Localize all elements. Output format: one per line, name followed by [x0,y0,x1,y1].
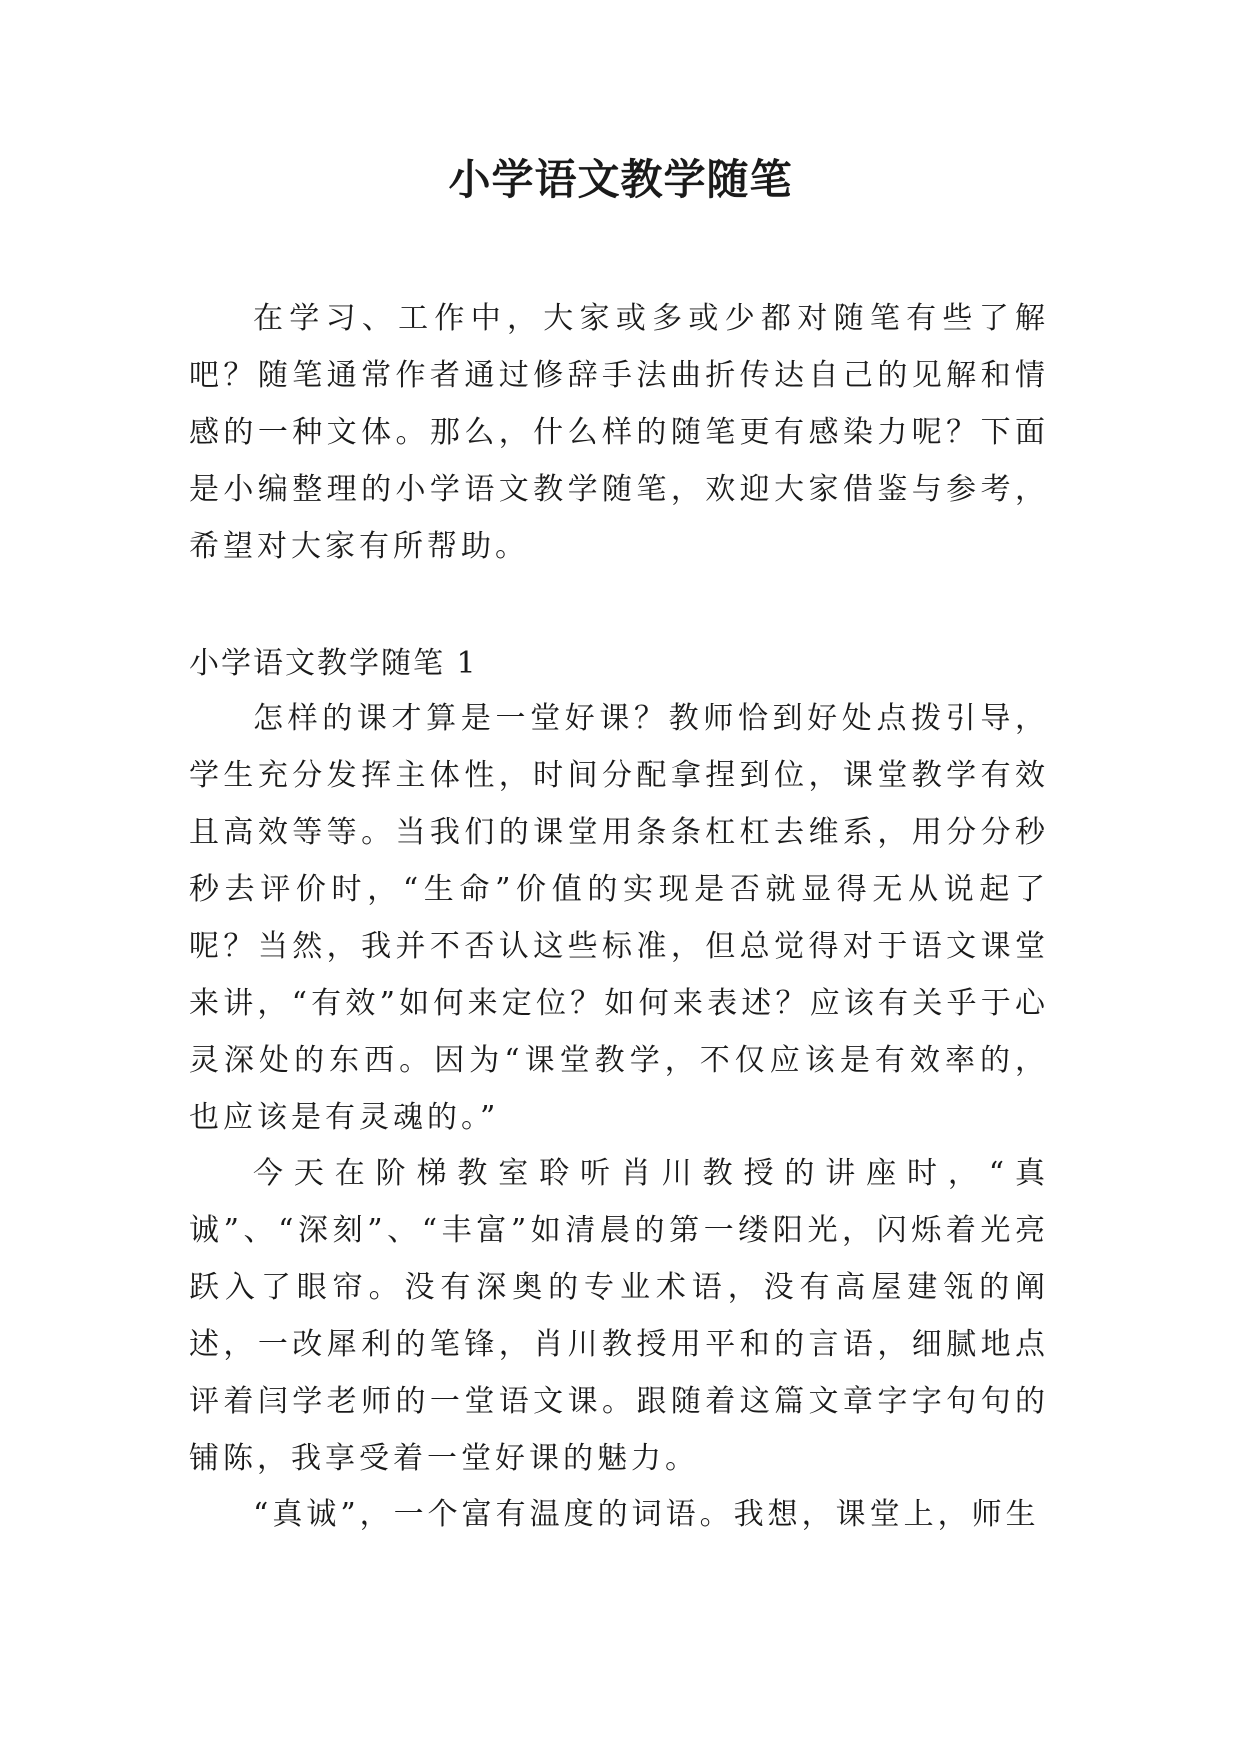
section-heading: 小学语文教学随笔 1 [189,646,478,681]
body-paragraph-2: 今天在阶梯教室聆听肖川教授的讲座时，“真诚”、“深刻”、“丰富”如清晨的第一缕阳光，闪烁着光亮跃入了眼帘。没有深奥的专业术语，没有高屋建瓴的阐述，一改犀利的笔锋，肖川教授用平和的言语，细腻地点评着闫学老师的一堂语文课。跟随着这篇文章字字句句的铺陈，我享受着一堂好课的魅力。 [189,1156,1049,1476]
body-paragraph-3: “真诚”，一个富有温度的词语。我想，课堂上，师生 [253,1497,1040,1532]
document-title: 小学语文教学随笔 [448,155,793,204]
intro-paragraph: 在学习、工作中，大家或多或少都对随笔有些了解吧？随笔通常作者通过修辞手法曲折传达自己的见解和情感的一种文体。那么，什么样的随笔更有感染力呢？下面是小编整理的小学语文教学随笔，欢迎大家借鉴与参考，希望对大家有所帮助。 [189,301,1049,564]
body-paragraph-1: 怎样的课才算是一堂好课？教师恰到好处点拨引导，学生充分发挥主体性，时间分配拿捏到位，课堂教学有效且高效等等。当我们的课堂用条条杠杠去维系，用分分秒秒去评价时，“生命”价值的实现是否就显得无从说起了呢？当然，我并不否认这些标准，但总觉得对于语文课堂来讲，“有效”如何来定位？如何来表述？应该有关乎于心灵深处的东西。因为“课堂教学，不仅应该是有效率的，也应该是有灵魂的。” [189,701,1049,1135]
